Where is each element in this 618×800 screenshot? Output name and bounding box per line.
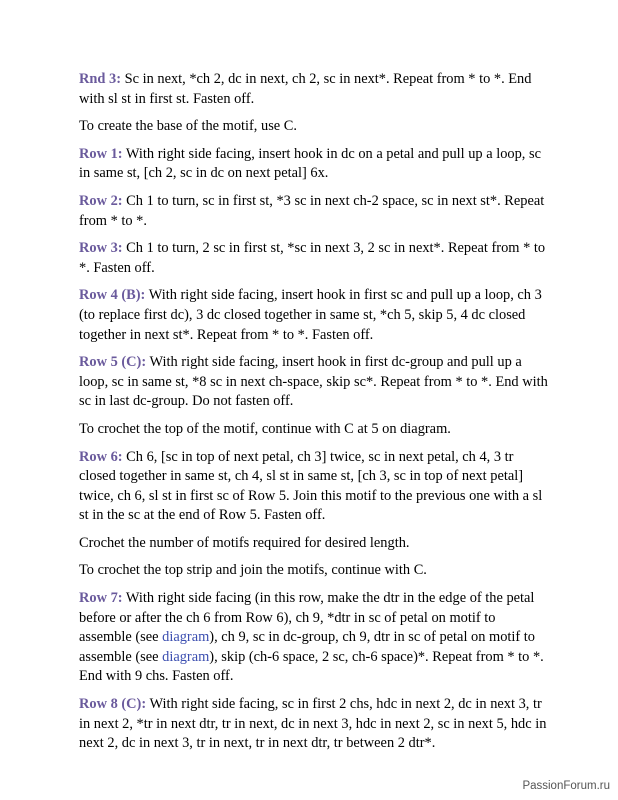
row-6-text: Ch 6, [sc in top of next petal, ch 3] twice, sc in next petal, ch 4, 3 tr closed together in same st, ch 4, sl st in same st, [ch 3, sc in top of next petal] twice, ch 6, sl st in first sc of Row 5. Join this motif to the previous one with a sl st in the sc at the end of Row 5. Fasten off. bbox=[79, 448, 543, 524]
row-7-label: Row 7: bbox=[79, 590, 123, 607]
row-7-text-b: ), ch 9, sc in dc-group, ch 9, dtr in sc of petal on motif to assemble (see bbox=[79, 629, 535, 665]
motif-count-paragraph: Crochet the number of motifs required for desired length. bbox=[79, 534, 410, 551]
row-3-label: Row 3: bbox=[79, 240, 123, 257]
diagram-link[interactable]: diagram bbox=[162, 629, 210, 646]
row-5-text: With right side facing, insert hook in first dc-group and pull up a loop, sc in same st, *8 sc in next ch-space, skip sc*. Repeat from * to *. End with sc in last dc-group. Do not fasten off. bbox=[79, 354, 548, 410]
row-8-paragraph bbox=[79, 695, 549, 754]
row-5-paragraph bbox=[79, 353, 549, 412]
row-4-paragraph bbox=[79, 286, 549, 345]
site-watermark: PassionForum.ru bbox=[522, 780, 610, 792]
row-4-text: With right side facing, insert hook in first sc and pull up a loop, ch 3 (to replace first dc), 3 dc closed together in same st, *ch 5, skip 5, 4 dc closed together in next st*. Repeat from * to *. Fasten off. bbox=[79, 287, 542, 343]
rnd-3-label: Rnd 3: bbox=[79, 71, 121, 87]
row-7-text-c: ), skip (ch-6 space, 2 sc, ch-6 space)*. Repeat from * to *. End with 9 chs. Fasten off. bbox=[79, 648, 544, 685]
row-7-text-a: With right side facing (in this row, make the dtr in the edge of the petal before or after the ch 6 from Row 6), ch 9, *dtr in sc of petal on motif to assemble (see bbox=[79, 590, 535, 646]
rnd-3-paragraph bbox=[79, 70, 549, 109]
row-2-paragraph bbox=[79, 192, 549, 231]
diagram-link[interactable]: diagram bbox=[162, 648, 210, 665]
row-8-text: With right side facing, sc in first 2 chs, hdc in next 2, dc in next 3, tr in next 2, *tr in next dtr, tr in next, dc in next 3, hdc in next 2, sc in next 5, hdc in next 2, dc in next 3, tr in next, tr in next dtr, tr between 2 dtr*. bbox=[79, 696, 547, 752]
row-1-label: Row 1: bbox=[79, 145, 123, 162]
row-8-label: Row 8 (C): bbox=[79, 696, 147, 713]
pattern-instructions bbox=[79, 70, 549, 762]
row-3-text: Ch 1 to turn, 2 sc in first st, *sc in next 3, 2 sc in next*. Repeat from * to *. Fasten off. bbox=[79, 240, 546, 276]
row-1-text: With right side facing, insert hook in dc on a petal and pull up a loop, sc in same st, [ch 2, sc in dc on next petal] 6x. bbox=[79, 145, 541, 182]
row-5-label: Row 5 (C): bbox=[79, 354, 147, 371]
rnd-3-text: Sc in next, *ch 2, dc in next, ch 2, sc in next*. Repeat from * to *. End with sl st in first st. Fasten off. bbox=[79, 71, 532, 107]
top-strip-paragraph: To crochet the top strip and join the motifs, continue with C. bbox=[79, 562, 427, 579]
row-1-paragraph bbox=[79, 145, 549, 184]
base-intro-paragraph: To create the base of the motif, use C. bbox=[79, 118, 297, 135]
row-6-paragraph bbox=[79, 448, 549, 526]
top-intro-paragraph: To crochet the top of the motif, continue with C at 5 on diagram. bbox=[79, 420, 451, 437]
row-2-text: Ch 1 to turn, sc in first st, *3 sc in next ch-2 space, sc in next st*. Repeat from * to *. bbox=[79, 192, 545, 229]
row-2-label: Row 2: bbox=[79, 192, 123, 209]
row-7-paragraph bbox=[79, 589, 549, 687]
row-4-label: Row 4 (B): bbox=[79, 287, 146, 304]
row-6-label: Row 6: bbox=[79, 448, 123, 465]
row-3-paragraph bbox=[79, 239, 549, 278]
